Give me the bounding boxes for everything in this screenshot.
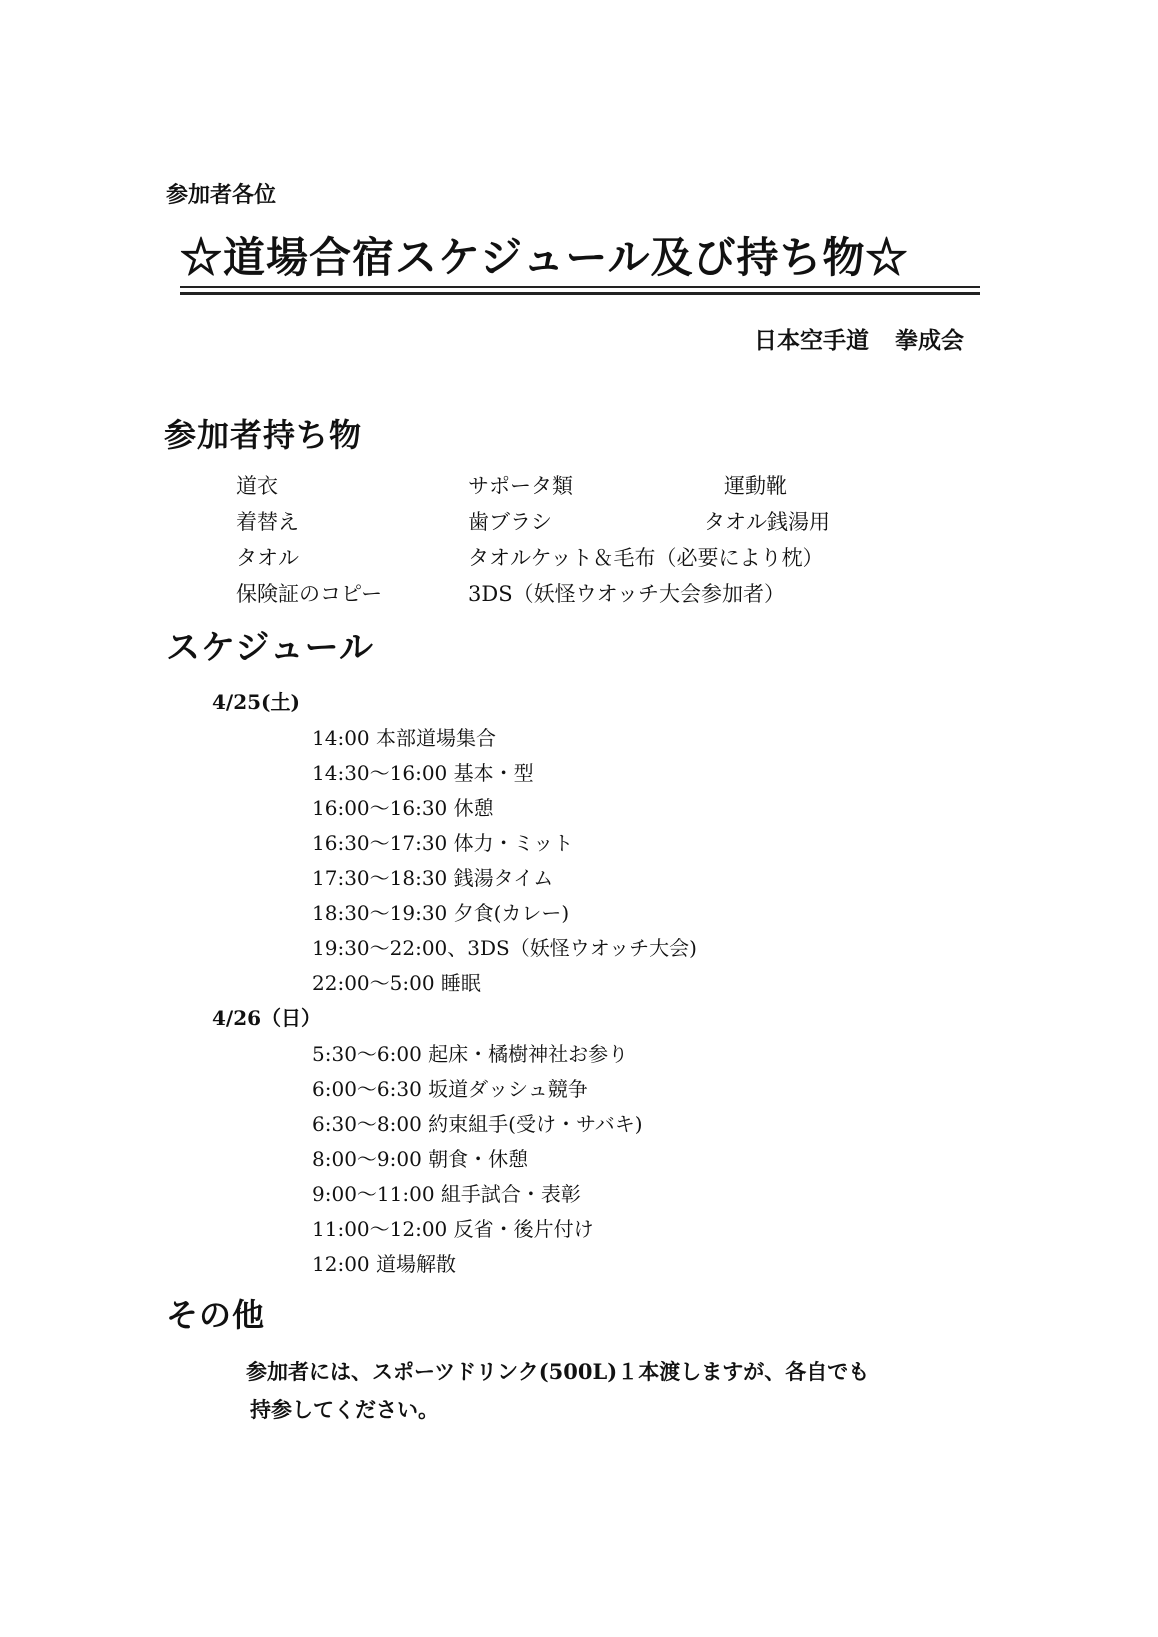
belonging-item: 運動靴 <box>724 474 787 498</box>
belonging-item: 着替え <box>236 510 299 534</box>
schedule-row: 22:00～5:00 睡眠 <box>312 971 481 995</box>
organization-part2: 拳成会 <box>895 327 964 354</box>
belonging-item: サポータ類 <box>468 474 573 498</box>
schedule-row: 5:30～6:00 起床・橘樹神社お参り <box>312 1042 629 1066</box>
other-note-line: 持参してください。 <box>250 1397 439 1422</box>
belonging-item: 3DS（妖怪ウオッチ大会参加者） <box>468 582 785 606</box>
belonging-item: タオルケット＆毛布（必要により枕） <box>468 546 824 570</box>
day-label: 4/25(土) <box>212 690 300 714</box>
belongings-heading: 参加者持ち物 <box>164 416 363 454</box>
schedule-row: 14:30～16:00 基本・型 <box>312 761 534 785</box>
schedule-row: 16:00～16:30 休憩 <box>312 796 494 820</box>
other-note-line: 参加者には、スポーツドリンク(500L)１本渡しますが、各自でも <box>246 1359 870 1384</box>
addressee: 参加者各位 <box>166 182 277 208</box>
schedule-row: 12:00 道場解散 <box>312 1252 456 1276</box>
day-label: 4/26（日） <box>212 1006 322 1030</box>
schedule-row: 8:00～9:00 朝食・休憩 <box>312 1147 529 1171</box>
title-underline-double <box>180 292 980 295</box>
schedule-row: 19:30～22:00、3DS（妖怪ウオッチ大会) <box>312 936 697 960</box>
schedule-row: 11:00～12:00 反省・後片付け <box>312 1217 594 1241</box>
schedule-row: 16:30～17:30 体力・ミット <box>312 831 574 855</box>
belonging-item: 保険証のコピー <box>236 582 383 606</box>
title-block <box>180 232 980 295</box>
belonging-item: 歯ブラシ <box>468 510 552 534</box>
schedule-row: 9:00～11:00 組手試合・表彰 <box>312 1182 581 1206</box>
belonging-item: タオル銭湯用 <box>704 510 830 534</box>
organization-part1: 日本空手道 <box>754 327 869 354</box>
schedule-row: 18:30～19:30 夕食(カレー) <box>312 901 570 925</box>
title-underline <box>180 286 980 288</box>
organization-name <box>754 322 964 355</box>
belonging-item: タオル <box>236 546 299 570</box>
schedule-row: 6:30～8:00 約束組手(受け・サバキ) <box>312 1112 643 1136</box>
other-heading: その他 <box>166 1296 266 1334</box>
schedule-heading: スケジュール <box>166 628 374 668</box>
schedule-row: 14:00 本部道場集合 <box>312 726 496 750</box>
belonging-item: 道衣 <box>236 474 278 498</box>
document-title: ☆道場合宿スケジュール及び持ち物☆ <box>180 233 909 282</box>
schedule-row: 17:30～18:30 銭湯タイム <box>312 866 554 890</box>
schedule-row: 6:00～6:30 坂道ダッシュ競争 <box>312 1077 588 1101</box>
